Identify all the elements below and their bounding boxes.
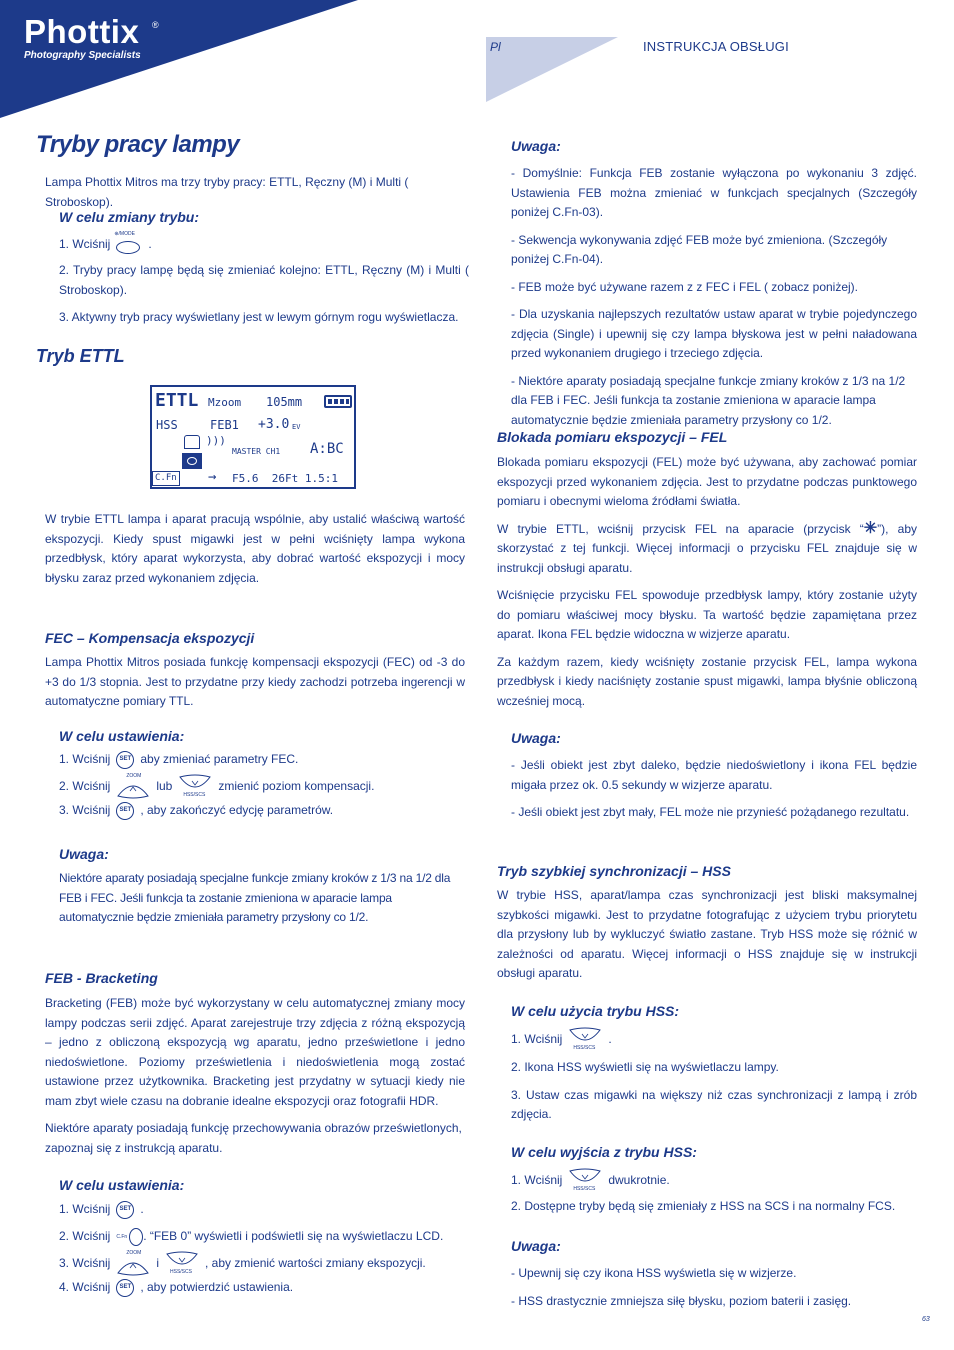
feb-note-3: - FEB może być używane razem z z FEC i FEL ( zobacz poniżej).	[511, 279, 858, 294]
hss-note-heading: Uwaga:	[511, 1238, 561, 1254]
feb-set-heading: W celu ustawienia:	[59, 1177, 185, 1193]
hss-use-block	[511, 1001, 917, 1125]
feb-step3: 3. Wciśnij ZOOM i HSS/SCS , aby zmienić wartości zmiany ekspozycji.	[59, 1250, 426, 1275]
header-band	[0, 0, 954, 120]
feb-note-block	[511, 136, 917, 430]
lcd-cfn: C.Fn	[152, 471, 180, 486]
fec-step3: 3. Wciśnij SET , aby zakończyć edycję parametrów.	[59, 801, 469, 820]
fec-step1: 1. Wciśnij SET aby zmieniać parametry FEC.	[59, 750, 469, 769]
fec-set-block	[59, 726, 469, 820]
fel-p1: Blokada pomiaru ekspozycji (FEL) może być używana, aby zachować pomiar ekspozycji przed wykonaniem zdjęcia. Jest to przydatne podczas punktowego pomiaru i obecnymi wieloma źródłami światła.	[497, 455, 917, 508]
feb-note-1: - Domyślnie: Funkcja FEB zostanie wyłączona po wykonaniu 3 zdjęć. Ustawienia FEB można zmieniać w funkcjach specjalnych (Szczegóły poniżej C.Fn-03).	[511, 166, 917, 219]
lcd-groups: A:BC	[310, 441, 344, 457]
set-button-icon: SET	[116, 802, 134, 820]
zoom-button-icon: ZOOM	[116, 773, 150, 799]
fec-step2: 2. Wciśnij ZOOM lub HSS/SCS zmienić poziom kompensacji.	[59, 773, 375, 798]
mode-button-icon: ⊕/MODE	[116, 233, 142, 255]
hss-button-icon: HSS/SCS	[178, 773, 212, 799]
fel-asterisk-icon: ✳	[863, 519, 878, 537]
fec-note-heading: Uwaga:	[59, 846, 109, 862]
hss-button-icon: HSS/SCS	[568, 1026, 602, 1052]
fel-note-block	[511, 728, 917, 823]
set-button-icon: SET	[116, 1201, 134, 1219]
hss-use-step1: 1. Wciśnij HSS/SCS .	[511, 1026, 917, 1052]
feb-step2: 2. Wciśnij C.Fn . “FEB 0” wyświetli i podświetli się na wyświetlaczu LCD.	[59, 1227, 469, 1246]
fel-note-2: - Jeśli obiekt jest zbyt mały, FEL może nie przynieść pożądanego rezultatu.	[511, 805, 910, 819]
change-mode-block	[59, 207, 469, 328]
fel-note-heading: Uwaga:	[511, 730, 561, 746]
hss-block	[497, 861, 917, 984]
hss-note-2: - HSS drastycznie zmniejsza siłę błysku, poziom baterii i zasięg.	[511, 1293, 852, 1308]
feb-block	[45, 968, 465, 1158]
feb-set-block	[59, 1175, 469, 1297]
fel-p2: W trybie ETTL, wciśnij przycisk FEL na aparacie (przycisk “✳”), aby skorzystać z tej funkcji. Więcej informacji o przycisku FEL znajduje się w instrukcji obsługi aparatu.	[497, 519, 917, 575]
camera-icon	[182, 453, 202, 469]
change-mode-step2: 2. Tryby pracy lampę będą się zmieniać kolejno: ETTL, Ręczny (M) i Multi ( Stroboskop).	[59, 263, 469, 297]
change-mode-step1: 1. Wciśnij ⊕/MODE .	[59, 233, 469, 255]
feb-step1: 1. Wciśnij SET .	[59, 1200, 469, 1219]
hss-use-heading: W celu użycia trybu HSS:	[511, 1003, 680, 1019]
ettl-heading-block	[36, 344, 125, 368]
brand-logo	[24, 13, 159, 62]
fel-p3: Wciśnięcie przycisku FEL spowoduje przedbłysk lampy, który zostanie użyty do pomiaru właściwej mocy błysku. Ta wartość będzie zapamiętana przez aparat. Ikona FEL będzie widoczna w wizjerze aparatu.	[497, 588, 917, 641]
arrow-right-icon: →	[208, 469, 217, 485]
lcd-bottom: F5.6 26Ft 1.5:1	[232, 472, 338, 485]
lcd-ev-unit: EV	[292, 423, 301, 431]
lcd-master: MASTER CH1	[232, 447, 281, 456]
lcd-zoom-value: 105mm	[266, 395, 303, 409]
wireless-icon: )))	[206, 434, 226, 447]
set-button-icon: SET	[116, 751, 134, 769]
fel-heading: Blokada pomiaru ekspozycji – FEL	[497, 429, 728, 445]
zoom-button-icon: ZOOM	[116, 1250, 150, 1276]
lcd-display	[150, 385, 356, 489]
ettl-heading: Tryb ETTL	[36, 346, 125, 366]
change-mode-heading: W celu zmiany trybu:	[59, 209, 200, 225]
lcd-zoom-label: Mzoom	[208, 396, 242, 409]
hss-body: W trybie HSS, aparat/lampa czas synchronizacji jest bliski maksymalnej szybkości migawki. Jest to przydatne fotografując z użyciem trybu priorytetu dla przysłony lub by wykluczyć światło zastane. Tryb HSS może się różnić w zależności od aparatu. Więcej informacji o HSS znajduje się w instrukcji obsługi aparatu.	[497, 888, 917, 980]
hss-note-block	[511, 1236, 917, 1311]
page-number: 63	[922, 1316, 930, 1323]
hss-button-icon: HSS/SCS	[568, 1167, 602, 1193]
fec-body: Lampa Phottix Mitros posiada funkcję kompensacji ekspozycji (FEC) od -3 do +3 do 1/3 stopnia. Jest to przydatne przy kiedy zachodzi potrzeba ingerencji w automatyczne pomiary TTL.	[45, 655, 465, 708]
ettl-body: W trybie ETTL lampa i aparat pracują wspólnie, aby ustalić właściwą wartość ekspozycji. Kiedy spust migawki jest w pełni wciśnięty lampa wykona przedbłysk, który aparat wykorzysta, aby dobrać wartość ekspozycji i mocy błysku zaraz przed wykonaniem zdjęcia.	[45, 512, 465, 585]
lcd-ev-value: +3.0	[258, 417, 290, 432]
feb-step4: 4. Wciśnij SET , aby potwierdzić ustawienia.	[59, 1278, 469, 1297]
language-code: Pl	[490, 40, 501, 54]
hss-use-step2: 2. Ikona HSS wyświetli się na wyświetlaczu lampy.	[511, 1060, 779, 1074]
fec-block	[45, 628, 465, 712]
battery-icon	[324, 395, 352, 408]
feb-note-4: - Dla uzyskania najlepszych rezultatów ustaw aparat w trybie pojedynczego zdjęcia (Single) i upewnij się czy lampa błyskowa jest w pełni naładowana przed wykonaniem drugiego i trzeciego zdjęcia.	[511, 307, 917, 360]
brand-mark: ®	[152, 20, 159, 30]
cfn-button-icon: C.Fn	[116, 1228, 143, 1246]
intro-text: Lampa Phottix Mitros ma trzy tryby pracy: ETTL, Ręczny (M) i Multi ( Stroboskop).	[45, 175, 409, 209]
feb-body2: Niektóre aparaty posiadają funkcję przechowywania obrazów prześwietlonych, zapoznaj się z instrukcją aparatu.	[45, 1121, 462, 1155]
hss-note-1: - Upewnij się czy ikona HSS wyświetla się w wizjerze.	[511, 1266, 797, 1280]
lcd-mode: ETTL	[155, 390, 199, 411]
hss-button-icon: HSS/SCS	[165, 1250, 199, 1276]
hss-exit-heading: W celu wyjścia z trybu HSS:	[511, 1144, 697, 1160]
hss-exit-block	[511, 1142, 917, 1217]
hss-use-step3: 3. Ustaw czas migawki na większy niż czas synchronizacji z lampą i zrób zdjęcia.	[511, 1087, 917, 1121]
change-mode-step3: 3. Aktywny tryb pracy wyświetlany jest w lewym górnym rogu wyświetlacza.	[59, 310, 459, 324]
fel-note-1: - Jeśli obiekt jest zbyt daleko, będzie niedoświetlony i ikona FEL będzie migała przez ok. 0.5 sekundy w wizjerze aparatu.	[511, 758, 917, 792]
brand-name: Phottix	[24, 13, 140, 50]
set-button-icon: SET	[116, 1279, 134, 1297]
feb-note-5: - Niektóre aparaty posiadają specjalne funkcje zmiany kroków z 1/3 na 1/2 dla FEB i FEC. Jeśli funkcja ta zostanie zmieniona w aparacie lampa automatycznie będzie zmieniała parametry przysłony co 1/2.	[511, 373, 906, 427]
hss-exit-step1: 1. Wciśnij HSS/SCS dwukrotnie.	[511, 1167, 917, 1193]
brand-tagline: Photography Specialists	[24, 50, 141, 61]
feb-body1: Bracketing (FEB) może być wykorzystany w celu automatycznej zmiany mocy lampy podczas serii zdjęć. Aparat zarejestruje trzy zdjęcia z różną ekspozycją – jedno z obliczoną ekspozycją wg aparatu, jedno prześwietlone i jedno niedoświetlone. Poziomy prześwietlenia i niedoświetlenia mogą zostać ustawione przez użytkownika. Bracketing jest przydatny w sytuacji kiedy nie mam zbyt wiele czasu na dobranie idealne ekspozycji oraz fotografii HDR.	[45, 996, 465, 1108]
fel-p4: Za każdym razem, kiedy wciśnięty zostanie przycisk FEL, lampa wykona przedbłysk i kiedy naciśnięty zostanie spust migawki, lampa błyśnie obliczoną wcześniej mocą.	[497, 654, 917, 708]
fec-note-block	[59, 844, 469, 928]
feb-note-2: - Sekwencja wykonywania zdjęć FEB może być zmieniona. (Szczegóły poniżej C.Fn-04).	[511, 232, 888, 266]
lcd-hss: HSS	[156, 418, 178, 432]
lcd-feb: FEB1	[210, 418, 239, 432]
flash-head-icon	[184, 435, 200, 449]
fec-note: Niektóre aparaty posiadają specjalne funkcje zmiany kroków z 1/3 na 1/2 dla FEB i FEC. Jeśli funkcja ta zostanie zmieniona w aparacie lampa automatycznie będzie zmieniała parametry przysłony co 1/2.	[59, 871, 451, 924]
fec-heading: FEC – Kompensacja ekspozycji	[45, 630, 255, 646]
ettl-body-block	[45, 510, 465, 588]
fel-block	[497, 427, 917, 711]
section-title: INSTRUKCJA OBSŁUGI	[643, 39, 789, 54]
hss-exit-step2: 2. Dostępne tryby będą się zmieniały z HSS na SCS i na normalny FCS.	[511, 1199, 896, 1213]
feb-note-heading: Uwaga:	[511, 138, 561, 154]
hss-heading: Tryb szybkiej synchronizacji – HSS	[497, 863, 731, 879]
feb-heading: FEB - Bracketing	[45, 970, 158, 986]
fec-set-heading: W celu ustawienia:	[59, 728, 185, 744]
page-title: Tryby pracy lampy	[36, 131, 240, 158]
